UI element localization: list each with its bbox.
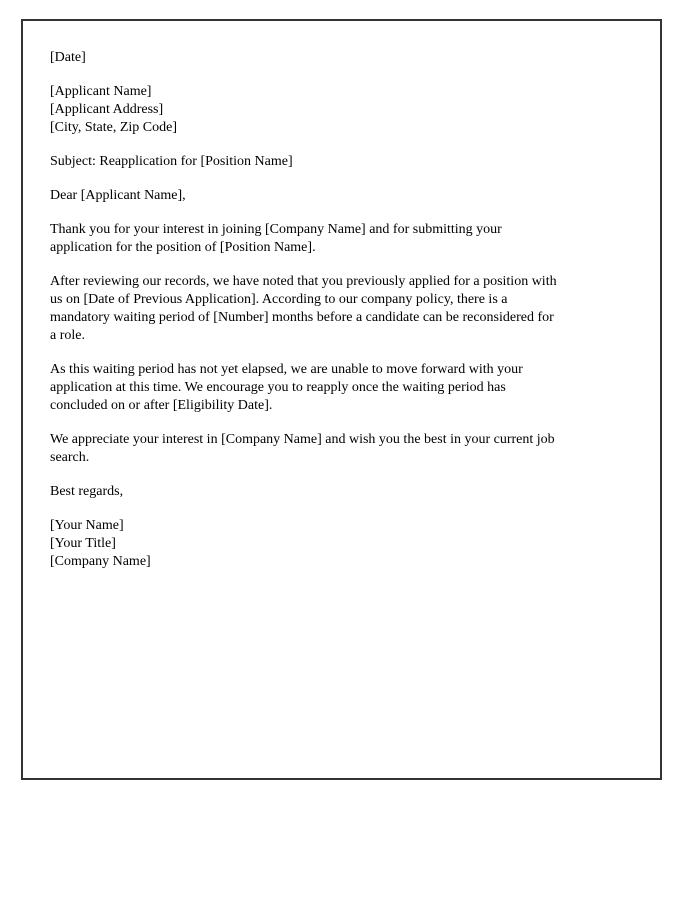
date-block (50, 49, 640, 67)
text-line: [Applicant Address] (50, 102, 164, 117)
text-line: application for the position of [Position Name]. (50, 240, 316, 255)
text-line: [City, State, Zip Code] (50, 120, 178, 135)
text-line: We appreciate your interest in [Company Name] and wish you the best in your current job (50, 432, 555, 447)
letter-document (21, 19, 662, 780)
text-line: [Your Name] (50, 518, 124, 533)
text-line: After reviewing our records, we have noted that you previously applied for a position with (50, 274, 557, 289)
closing-block (50, 483, 640, 501)
closing: Best regards, (50, 484, 124, 499)
text-line: search. (50, 450, 90, 465)
paragraph (50, 273, 640, 345)
text-line: a role. (50, 328, 85, 343)
recipient-block (50, 83, 640, 137)
text-line: concluded on or after [Eligibility Date]. (50, 398, 273, 413)
subject-block (50, 153, 640, 171)
signature-block (50, 517, 640, 571)
text-line: us on [Date of Previous Application]. According to our company policy, there is a (50, 292, 508, 307)
text-line: [Company Name] (50, 554, 151, 569)
text-line: As this waiting period has not yet elapsed, we are unable to move forward with your (50, 362, 523, 377)
paragraph (50, 361, 640, 415)
paragraph (50, 221, 640, 257)
text-line: mandatory waiting period of [Number] months before a candidate can be reconsidered for (50, 310, 554, 325)
subject-line: Subject: Reapplication for [Position Name] (50, 154, 293, 169)
date-line: [Date] (50, 50, 86, 65)
text-line: Thank you for your interest in joining [Company Name] and for submitting your (50, 222, 502, 237)
text-line: [Applicant Name] (50, 84, 152, 99)
salutation: Dear [Applicant Name], (50, 188, 186, 203)
paragraph (50, 431, 640, 467)
text-line: application at this time. We encourage you to reapply once the waiting period has (50, 380, 506, 395)
text-line: [Your Title] (50, 536, 116, 551)
salutation-block (50, 187, 640, 205)
